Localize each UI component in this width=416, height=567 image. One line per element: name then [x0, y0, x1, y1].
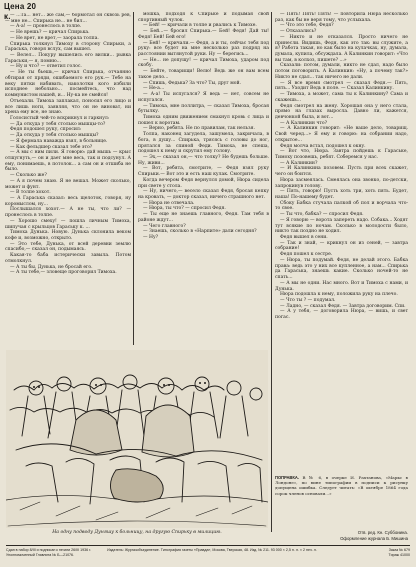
story-paragraph: Федя пошел к сестре.: [280, 252, 333, 258]
story-paragraph: Голосистый чей-то вскрикнул и гаркнул:: [10, 115, 110, 121]
story-paragraph: — Вот, ребята, смотрите, — Федя взял руку Спирьки.— Вот это и есть наш кулак. Смотрите.: [138, 166, 269, 178]
illustration-caption: На одну подводу Дуняшу к больницу, на другую Спирьку в милицию.: [52, 530, 222, 535]
story-column-3: [275, 12, 408, 484]
story-paragraph: — Пять! Пять! Пять! — повторила Нюра несколько раз, как бы не веря тому, что услыхала.: [275, 12, 408, 23]
story-paragraph: — Что ты ? — подумал.: [280, 297, 336, 303]
story-paragraph: — Отказались?: [280, 29, 317, 35]
story-paragraph: — Ну?: [143, 235, 159, 241]
story-paragraph: Отъехали. Тимоха заплакал, поносил его лицо и все лишь ноги, заявляя, что он не виноват, ни хрена ему все, не знаю.: [5, 98, 131, 116]
story-paragraph: — А у тебя, — договорила Нюра, — вишь, и свет погас.: [275, 309, 408, 321]
story-paragraph: — Это тебе, Дунька, от всей деревни землю спасибо,— сказал он, подымаясь.: [5, 241, 131, 253]
story-paragraph: Когда вечером Федя вернулся домой, Нюра сидела при свете у стола.: [138, 177, 269, 189]
story-paragraph: — Я все время смотрел — сказал Федя.— Пять, пять... Уходит Ведь в поле. — Сказал Калинкину.: [275, 80, 408, 92]
story-column-2: [138, 12, 269, 325]
story-paragraph: — В толпе хохот.: [10, 190, 51, 196]
story-paragraph: — А Гараська сказал: весь щелоток, говоря, ну коромыслом, ну...: [5, 196, 131, 207]
story-paragraph: — Нюра не отвечала.: [143, 200, 195, 206]
story-paragraph: — Не врет, не врет,— заорала толпа.: [10, 35, 99, 41]
story-paragraph: — А я почем знаю. Я не вешал. Может сколько, может и фунт.: [5, 178, 131, 190]
story-paragraph: Тимоха одним движением смахнул кровь с лица и пошел к воротам.: [138, 114, 269, 126]
story-paragraph: — А Калинкин?: [280, 160, 318, 166]
imprint-footer: [6, 545, 410, 564]
story-paragraph: Тимоха Дунька. Новую. Дунька склонила веком кофе и, возможно, открыто.: [5, 230, 131, 242]
story-paragraph: — Велел... Покуру вышелись его вилки... рывка Гараськи,— я, помню...: [5, 53, 131, 64]
story-paragraph: Послышался хохот.— А не ты, что ли? — пронеслось в толпе.: [5, 207, 131, 219]
column-divider: [133, 12, 134, 345]
story-paragraph: — Бей! — кричали.— Федя, а и ты, сейчас тебя под руку: все будет на мне несколько раз подряд на расстоянии вытянутой руки. Ну — берегись...: [138, 40, 269, 58]
story-paragraph: — Не... не допущу! — кричал Тимоха, ударом под скобу.: [138, 57, 269, 69]
story-paragraph: — ...Та... нет... же сам,— бормотал он сквозь рев,— мне не... Спирька не... не бил...: [5, 13, 131, 24]
story-paragraph: — Эх,— сказал он,— что толку? Не будешь больше. Ну, живи...: [138, 154, 269, 166]
story-paragraph: — А ты бы, Дунька, не бросай его.: [10, 264, 93, 270]
story-paragraph: — Ну и что? — ответил голос.: [10, 64, 82, 70]
story-paragraph: Федя вышел в сени.: [280, 235, 328, 241]
story-column-1: [5, 13, 131, 381]
design-line: Оформление журнала Б. Мишина: [340, 536, 408, 541]
story-paragraph: — А мы с ним пили. Я говорю: дай мышь — крыс отшугнуть,— он и дает мне весь, так и подсунул. А ему, понимаешь, в потолок... а сам он и отшиба не было.: [5, 150, 131, 173]
story-paragraph: — Ты что, бабка? — спросил Федя.: [280, 212, 364, 218]
story-paragraph: — Знаешь, сколько в «Нарпите» дали сегодня?: [143, 229, 257, 235]
story-paragraph: — А мы не одни. Нас много. Вот и Тимоха с нами, и Дунька.: [275, 280, 408, 292]
story-paragraph: Нюра засмеялась. Смеялась она звонко, по-детски, запрокинув голову.: [275, 177, 408, 189]
imprint-right: [322, 548, 410, 557]
story-paragraph: Федя смотрел на жену. Хорошая она у него стала, прямо на глазах выросла. Давно ли, кажется, девчонкой была, и вот...: [275, 103, 408, 120]
imprint-left: Сдан в набор 8/III и подписан к печати 26/III 1936 г. Уполномоченный Главлита № Б—21076.: [6, 548, 92, 557]
correction-note: [275, 475, 408, 496]
print-run: Тираж 41000: [388, 552, 410, 557]
correction-text: В № 6, в очерке И. Рахтанова, «Маркс в Лондоне», по вине типографии в подписи к рисунку допущена ошибка. Следует читать: «В октябре 1864 года сорок членов основали...»: [275, 475, 408, 496]
story-paragraph: Спирька толкнул Тимоху в сторону Спирьки, а Гараська, говоря вслух, сам вышел.: [5, 41, 131, 53]
story-paragraph: — Не ты бьешь,— кричал Спирька, отчаянно обтирая от пряди, ошибаемого его рук.— Тебе на веку пятки набивать, наколотки кого избили исподнее небольно... посмейтесь, что над коммунистом нашей, и... Ну-ка не смейся!: [5, 70, 131, 99]
editor-credits: [275, 530, 408, 542]
story-paragraph: Сбоку Бабка стучала палкой об пол и ворчала что-то свое.: [275, 200, 408, 212]
story-paragraph: — Что это тебе, Федя?: [280, 23, 334, 29]
story-paragraph: — А-а! — пронеслось в толпе.: [10, 24, 82, 30]
imprint-middle: Издатель: Жургазобъединение. Типография газеты «Правда», Москва, Тверская, 48. Изд. № 211. 93 000 × 2,5 п. л. × 2 печ. л.: [107, 548, 317, 552]
story-paragraph: — Верно, ребята. Не по правилам, так нельзя.: [143, 126, 255, 132]
story-paragraph: Толпа, наконец загудела, зашумела, закричала, в бога, в душу... Спирька, трясясь с головы до ног, прятался за спиной Феди. Тимоха, не спеша, подошел к нему и скрутил ему голову.: [138, 132, 269, 155]
story-paragraph: — Вот что, Нюра. Завтра пойдешь к Гараське, Тимоху позовешь, ребят. Соберемся у нас.: [275, 149, 408, 160]
story-paragraph: — И Калинкина позовем. Пусть при всех скажет, чего он боится.: [275, 166, 408, 178]
story-paragraph: — А Калинкин говорит: «Не ваше дело, товарищ. Свой черед...» Я ему и говорю: на собрании надо, открытое...: [275, 126, 408, 143]
story-paragraph: — Пять, говорю! Пусть хоть три, хоть пять. Будет, наша! По-нашему будет.: [275, 189, 408, 200]
story-paragraph: — Спишь, Федька? За что? Ты, друг мой.: [143, 80, 241, 86]
story-paragraph: — Хорошо смеху! — пошла личным Тимоха, шипучая с крыльцов Гараську к. ...: [5, 218, 131, 230]
story-paragraph: — А ты тебе,— зловеще проговорил Тимоха.: [10, 270, 117, 276]
story-paragraph: — Сколько же?: [10, 173, 47, 179]
story-paragraph: — Нюра, ты подумай. Федя, не делай этого. Бабка права: ведь это у них все купленное, а нам... Спирька да Гараська, знаешь какие. Сколько ночей-то не спать...: [275, 257, 408, 281]
story-paragraph: Какая-то баба истерически завыла. Потом отмолкнул.: [5, 253, 131, 264]
story-paragraph: — А-а! Ты испугался? Я ведь — нет, совсем не испугался.: [138, 92, 269, 103]
story-paragraph: Федя подошел руку, спросил:: [10, 127, 82, 133]
editor-line: Отв. ред. Кн. Суббоиина.: [357, 530, 408, 535]
story-paragraph: — Бей! — кричали в толпе и рвались к Тимохе.: [143, 23, 257, 29]
story-paragraph: — Как фельдшер сказал тебе это?: [10, 144, 93, 150]
story-paragraph: — Бей...— бросил Спирька.— Бей! Федя! Дай ты! Федя! Бей! Бей его!: [138, 29, 269, 40]
story-paragraph: — Тимоха, мне поллитра, — сказал Тимоха, бросая бутылку.: [138, 103, 269, 115]
story-paragraph: — Да откуда у тебя столько мышцы-то?: [10, 121, 106, 127]
story-paragraph: — Я фермала наважда взял, в больнице.: [10, 138, 108, 144]
story-paragraph: — Ладно, — сказал Федя. — Завтра договорим. Спи.: [280, 303, 406, 309]
story-paragraph: Нюра подошла к нему, положила руку на плечо.: [280, 292, 398, 298]
story-paragraph: мошка, подходя к Спирьке и подымая свой спортивный чулок.: [138, 12, 269, 23]
story-paragraph: — Да откуда у тебя столько мышцы?: [10, 133, 99, 139]
story-paragraph: — Тимоха, а может, сама ты к Калинкину? Сама и скажешь...: [275, 92, 408, 103]
story-paragraph: — Ты еще не знаешь главного, Федя. Там тебя в районе ждут...: [138, 212, 269, 223]
story-paragraph: — Чего главного?: [143, 223, 186, 229]
story-paragraph: — А Калинкин что?: [280, 120, 328, 126]
column-divider: [271, 12, 272, 532]
story-paragraph: — Бейте, товарищи! Велю! Ведь же он вам всем такое дело...: [138, 69, 269, 80]
price-label: Цена 20 к.: [4, 2, 37, 21]
crowd-illustration: [6, 350, 268, 528]
correction-label: ПОПРАВКА.: [275, 475, 299, 480]
story-paragraph: — Не-а...: [143, 86, 165, 92]
story-paragraph: — Я говорю — ворота запереть надо. Собака... Ходят тут всякие по ночам. Сколько в молодости было, никто так поздно не ходил.: [275, 217, 408, 235]
story-paragraph: — Не врешь? — кричал Спирька.: [10, 30, 90, 36]
story-paragraph: — Ну, ничего,— весело сказал Федя, бросая кепку на кровать, — доктор сказал, ничего страшного нет.: [138, 189, 269, 200]
story-paragraph: — Так и знай, — крикнул он из сеней, — завтра собрание!: [275, 240, 408, 252]
story-paragraph: — Никто и не отказался. Просто ничего не принесли. Видишь, Федя, как это так: вы служите, а я? Работа такая, но как было на кулачках, ну, думала, думала, купила, обсуждала. А Калинкин говорит: «Что вы там, в колхоз, пишете? ...»: [275, 34, 408, 63]
order-number: Заказ № 679: [388, 548, 410, 552]
story-paragraph: Федя молча встал, подошел к окну.: [280, 143, 366, 149]
story-paragraph: — Нюра, ты что? — спросил Федя.: [143, 206, 226, 212]
story-paragraph: Сказали: потом, думали, никто не сдал, надо было потом поговорить. А Калинкин: «Ну, а почему так?» Никто не сдал... так ничего не дали.: [275, 63, 408, 80]
